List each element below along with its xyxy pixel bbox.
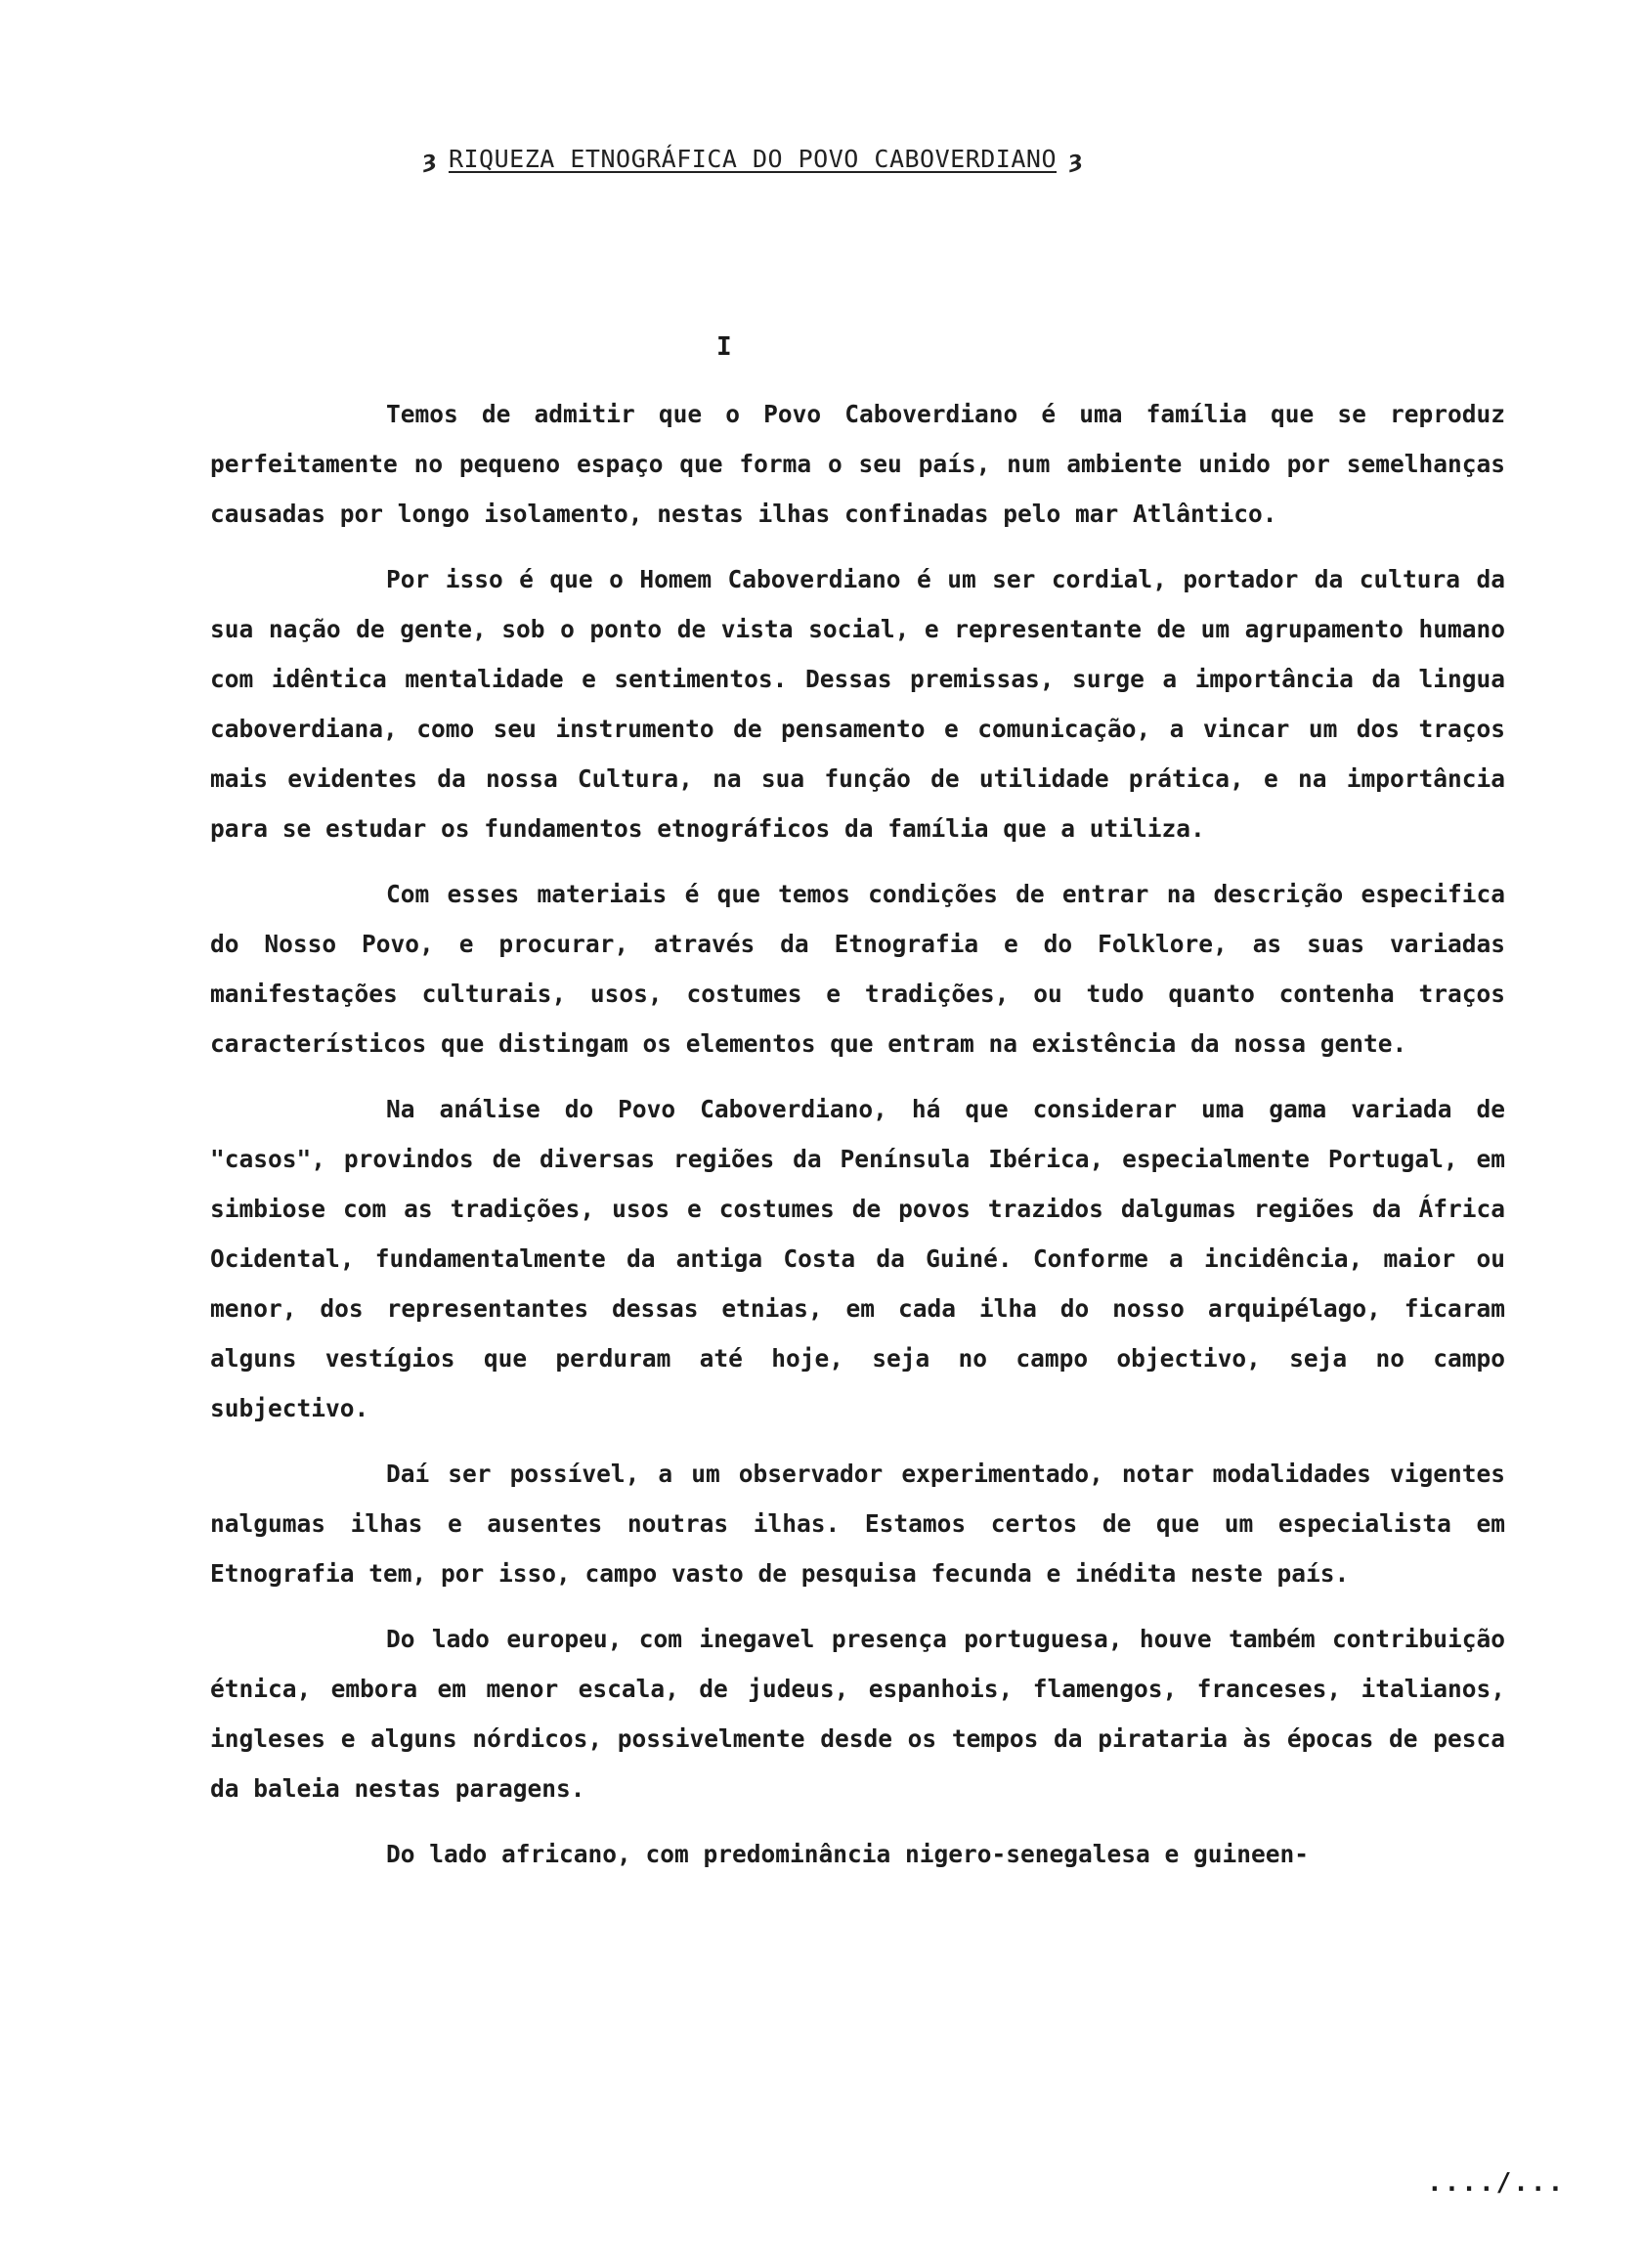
document-title — [410, 145, 1095, 173]
continuation-marker: ..../... — [1427, 2168, 1566, 2198]
section-numeral: I — [716, 332, 732, 362]
title-mark-left: ȝ — [422, 146, 437, 173]
paragraph-7: Do lado africano, com predominância nigero-senegalesa e guineen- — [386, 1840, 1310, 1868]
body-text — [210, 389, 1505, 1895]
paragraph-5: Daí ser possível, a um observador experimentado, notar modalidades vigentes nalgumas ilhas e ausentes noutras ilhas. Estamos certos de que um especialista em Etnografia tem, por isso, campo vasto de pesquisa fecunda e inédita neste país. — [210, 1460, 1505, 1588]
paragraph-1: Temos de admitir que o Povo Caboverdiano é uma família que se reproduz perfeitamente no pequeno espaço que forma o seu país, num ambiente unido por semelhanças causadas por longo isolamento, nestas ilhas confinadas pelo mar Atlântico. — [210, 400, 1505, 528]
paragraph-6: Do lado europeu, com inegavel presença portuguesa, houve também contribuição étnica, embora em menor escala, de judeus, espanhois, flamengos, franceses, italianos, ingleses e alguns nórdicos, possivelmente desde os tempos da pirataria às épocas de pesca da baleia nestas paragens. — [210, 1625, 1505, 1803]
paragraph-4: Na análise do Povo Caboverdiano, há que considerar uma gama variada de "casos", provindos de diversas regiões da Península Ibérica, especialmente Portugal, em simbiose com as tradições, usos e costumes de povos trazidos dalgumas regiões da África Ocidental, fundamentalmente da antiga Costa da Guiné. Conforme a incidência, maior ou menor, dos representantes dessas etnias, em cada ilha do nosso arquipélago, ficaram alguns vestígios que perduram até hoje, seja no campo objectivo, seja no campo subjectivo. — [210, 1095, 1505, 1422]
title-text: RIQUEZA ETNOGRÁFICA DO POVO CABOVERDIANO — [448, 145, 1058, 173]
paragraph-3: Com esses materiais é que temos condições de entrar na descrição especifica do Nosso Povo, e procurar, através da Etnografia e do Folklore, as suas variadas manifestações culturais, usos, costumes e tradições, ou tudo quanto contenha traços característicos que distingam os elementos que entram na existência da nossa gente. — [210, 880, 1505, 1058]
paragraph-2: Por isso é que o Homem Caboverdiano é um ser cordial, portador da cultura da sua nação de gente, sob o ponto de vista social, e representante de um agrupamento humano com idêntica mentalidade e sentimentos. Dessas premissas, surge a importância da lingua caboverdiana, como seu instrumento de pensamento e comunicação, a vincar um dos traços mais evidentes da nossa Cultura, na sua função de utilidade prática, e na importância para se estudar os fundamentos etnográficos da família que a utiliza. — [210, 565, 1505, 843]
title-mark-right: ȝ — [1068, 146, 1083, 173]
